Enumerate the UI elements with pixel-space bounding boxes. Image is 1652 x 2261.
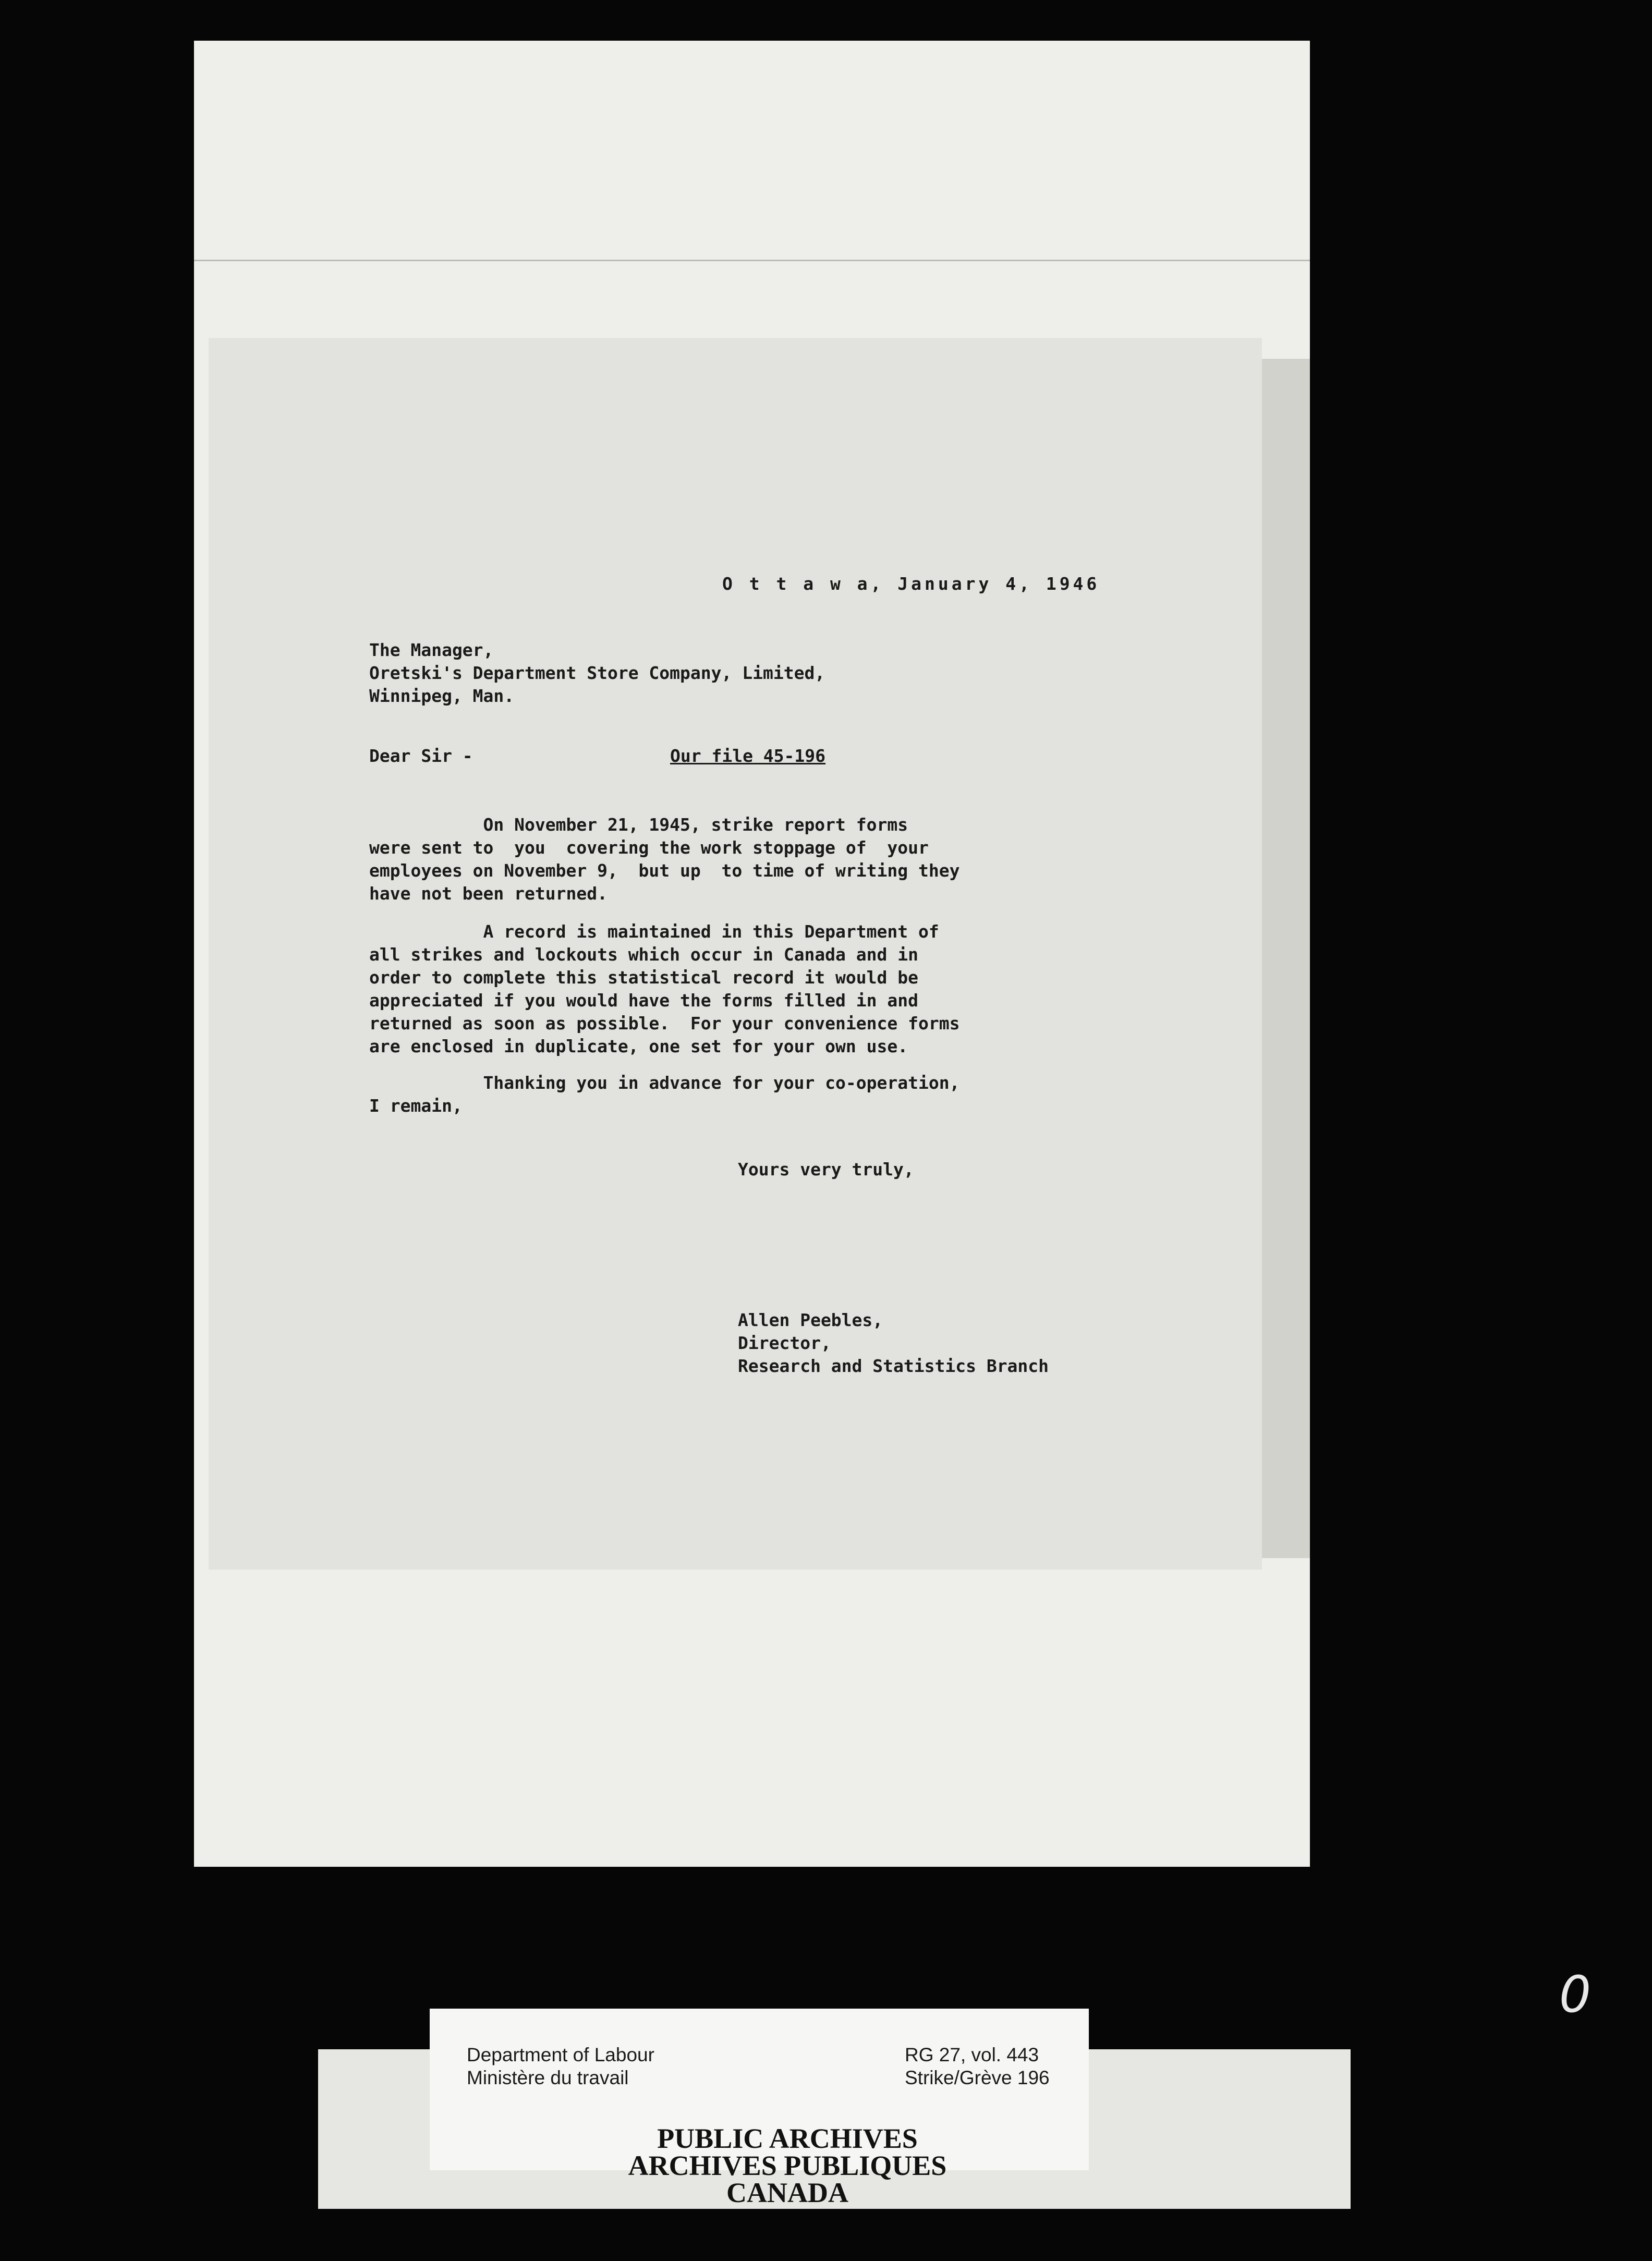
label-line: Strike/Grève 196 <box>905 2067 1050 2088</box>
record-reference <box>905 2044 1050 2089</box>
text-line: are enclosed in duplicate, one set for your own use. <box>369 1036 908 1056</box>
complimentary-close: Yours very truly, <box>738 1159 914 1180</box>
paragraph-1 <box>369 813 959 905</box>
label-line: Ministère du travail <box>467 2067 629 2088</box>
frame-mark: 0 <box>1559 1965 1592 2024</box>
signature-line: Director, <box>738 1333 831 1353</box>
salutation: Dear Sir - <box>369 746 473 766</box>
text-line: employees on November 9, but up to time of writing they <box>369 860 960 881</box>
stamp-line: CANADA <box>726 2177 848 2208</box>
signature-line: Research and Statistics Branch <box>738 1356 1049 1376</box>
address-line: The Manager, <box>369 640 494 660</box>
text-line: were sent to you covering the work stoppage of your <box>369 837 929 858</box>
address-line: Winnipeg, Man. <box>369 686 515 706</box>
text-line: On November 21, 1945, strike report forms <box>369 815 908 835</box>
text-line: Thanking you in advance for your co-operation, <box>369 1073 960 1093</box>
label-line: RG 27, vol. 443 <box>905 2044 1039 2065</box>
signature-block <box>738 1309 1049 1378</box>
address-line: Oretski's Department Store Company, Limited, <box>369 663 825 683</box>
text-line: I remain, <box>369 1096 463 1116</box>
label-line: Department of Labour <box>467 2044 654 2065</box>
department-name <box>467 2044 654 2089</box>
text-line: all strikes and lockouts which occur in Canada and in <box>369 944 918 965</box>
text-line: A record is maintained in this Department of <box>369 921 939 942</box>
text-line: have not been returned. <box>369 883 608 904</box>
signature-line: Allen Peebles, <box>738 1310 883 1330</box>
archives-stamp <box>563 2125 1012 2206</box>
letter-date: O t t a w a, January 4, 1946 <box>722 574 1100 594</box>
file-reference: Our file 45-196 <box>670 746 826 766</box>
paragraph-2 <box>369 920 959 1058</box>
recipient-address <box>369 639 825 708</box>
paragraph-3 <box>369 1072 959 1117</box>
text-line: appreciated if you would have the forms filled in and <box>369 990 918 1011</box>
stamp-line: ARCHIVES PUBLIQUES <box>628 2150 947 2181</box>
text-line: returned as soon as possible. For your convenience forms <box>369 1013 960 1034</box>
text-line: order to complete this statistical record it would be <box>369 967 918 988</box>
stamp-line: PUBLIC ARCHIVES <box>657 2123 918 2154</box>
